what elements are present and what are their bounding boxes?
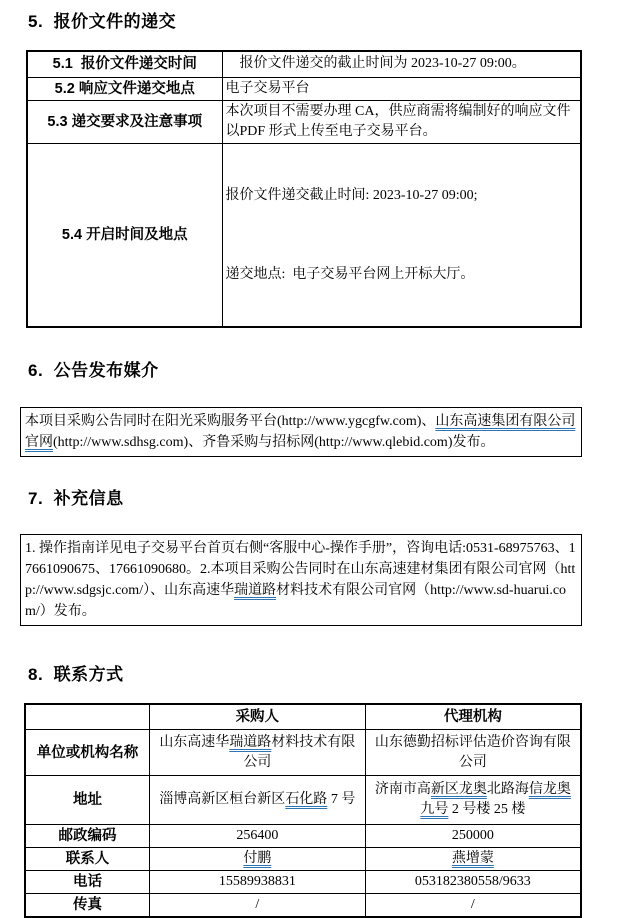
submission-table <box>26 50 582 328</box>
row-value: 本次项目不需要办理 CA，供应商需将编制好的响应文件以PDF 形式上传至电子交易平台。 <box>222 100 581 143</box>
underlined-text: 信龙奥九号 <box>420 782 571 817</box>
buyer-org-name <box>149 730 365 776</box>
supplementary-info-box <box>20 534 582 626</box>
row-label: 联系人 <box>25 848 149 871</box>
agent-postcode: 250000 <box>365 825 581 848</box>
contact-table <box>24 703 582 918</box>
media-text-after: (http://www.sdhsg.com)、齐鲁采购与招标网(http://www.qlebid.com)发布。 <box>53 435 495 450</box>
supplementary-text-after: 材料技术有限公司官网（http://www.sd-huarui.com/）发布。 <box>25 583 566 619</box>
table-row-submission-time <box>27 51 581 77</box>
row-label: 单位或机构名称 <box>25 730 149 776</box>
table-row-submission-requirements <box>27 100 581 143</box>
column-header-agent: 代理机构 <box>365 704 581 730</box>
row-label: 5.4 开启时间及地点 <box>27 143 222 327</box>
row-value: 报价文件递交的截止时间为 2023-10-27 09:00。 <box>222 51 581 77</box>
agent-fax: / <box>365 894 581 918</box>
buyer-contact-person <box>149 848 365 871</box>
announcement-media-box <box>20 407 582 457</box>
row-label: 5.3 递交要求及注意事项 <box>27 100 222 143</box>
table-row-fax <box>25 894 581 918</box>
media-text-before: 本项目采购公告同时在阳光采购服务平台(http://www.ygcgfw.com)、 <box>25 414 435 429</box>
buyer-fax: / <box>149 894 365 918</box>
opening-deadline-text: 报价文件递交截止时间: 2023-10-27 09:00; <box>226 186 578 206</box>
address-text: 2 号楼 25 楼 <box>448 802 525 817</box>
underlined-text: 瑞道路 <box>234 583 276 598</box>
row-value <box>222 143 581 327</box>
table-row-org-name <box>25 730 581 776</box>
agent-phone: 053182380558/9633 <box>365 871 581 894</box>
org-name-text: 山东高速华 <box>159 735 229 750</box>
underlined-text: 石化路 <box>285 792 327 807</box>
section-7-heading: 7. 补充信息 <box>28 487 612 511</box>
address-text: 北路海 <box>487 782 529 797</box>
underlined-text: 新区龙奥 <box>431 782 487 797</box>
table-row-submission-place <box>27 77 581 100</box>
agent-org-name: 山东德勤招标评估造价咨询有限公司 <box>365 730 581 776</box>
empty-corner-cell <box>25 704 149 730</box>
underlined-link-text: 山东高速集团有限公司官网 <box>25 414 575 450</box>
section-5-heading: 5. 报价文件的递交 <box>28 10 612 34</box>
row-label: 传真 <box>25 894 149 918</box>
section-6-heading: 6. 公告发布媒介 <box>28 359 612 383</box>
underlined-text: 付鹏 <box>243 851 271 866</box>
table-row-postcode <box>25 825 581 848</box>
row-value: 电子交易平台 <box>222 77 581 100</box>
buyer-phone: 15589938831 <box>149 871 365 894</box>
section-8-heading: 8. 联系方式 <box>28 663 612 687</box>
buyer-postcode: 256400 <box>149 825 365 848</box>
table-row-contact-person <box>25 848 581 871</box>
table-header-row <box>25 704 581 730</box>
address-text: 淄博高新区桓台新区 <box>159 792 285 807</box>
row-label: 电话 <box>25 871 149 894</box>
row-label: 地址 <box>25 776 149 825</box>
table-row-opening-time-place <box>27 143 581 327</box>
supplementary-text-before: 1. 操作指南详见电子交易平台首页右侧“客服中心-操作手册”，咨询电话:0531-68975763、17661090675、17661090680。2.本项目采购公告同时在山东高速建材集团有限公司官网（http://www.sdgsjc.com/）、山东高速华 <box>25 541 576 598</box>
agent-contact-person <box>365 848 581 871</box>
row-label: 5.2 响应文件递交地点 <box>27 77 222 100</box>
row-label: 5.1 报价文件递交时间 <box>27 51 222 77</box>
column-header-buyer: 采购人 <box>149 704 365 730</box>
org-name-text: 材料技术有限公司 <box>243 735 355 770</box>
row-label: 邮政编码 <box>25 825 149 848</box>
address-text: 济南市高 <box>375 782 431 797</box>
address-text: 7 号 <box>327 792 355 807</box>
opening-place-text: 递交地点: 电子交易平台网上开标大厅。 <box>226 265 578 285</box>
table-row-phone <box>25 871 581 894</box>
underlined-text: 瑞道路 <box>229 735 271 750</box>
underlined-text: 燕增蒙 <box>452 851 494 866</box>
